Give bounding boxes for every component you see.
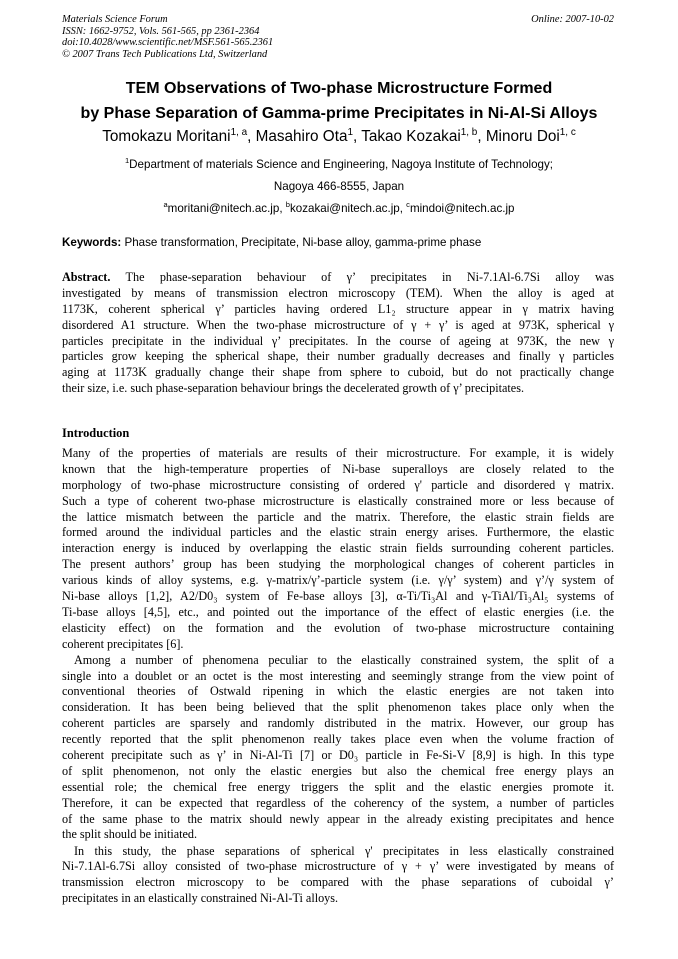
paragraph-line: interaction energy is induced by overlapping the elastic strain fields surrounding coherent particles. <box>62 541 614 556</box>
paragraph-line: essential role; the chemical free energy triggers the split and the elastic energies promote it. <box>62 779 614 794</box>
affiliation-line-2: Nagoya 466-8555, Japan <box>273 180 405 193</box>
paragraph-line: Therefore, it can be expected that regardless of the coherency of the system, a number of particles <box>62 795 614 810</box>
paragraph-line: known that the high-temperature properties of Ni-base superalloys are closely related to the <box>62 461 614 476</box>
title-line-2: by Phase Separation of Gamma-prime Precipitates in Ni-Al-Si Alloys <box>80 105 598 122</box>
paragraph-line: transmission electron microscopy to be compared with the phase separations of cuboidal γ’ <box>62 875 614 890</box>
introduction-paragraph-2 <box>62 653 614 844</box>
doi-line[interactable]: doi:10.4028/www.scientific.net/MSF.561-565.2361 <box>62 37 274 49</box>
paragraph-line: elasticity effect) on the formation and the evolution of two-phase microstructure containing <box>62 620 614 635</box>
abstract-label: Abstract. <box>62 270 111 284</box>
abstract <box>62 270 614 397</box>
paragraph-line: coherent precipitates [6]. <box>62 636 184 651</box>
journal-name: Materials Science Forum <box>62 14 168 25</box>
journal-header <box>62 14 422 60</box>
affil-mark: 1 <box>124 156 130 166</box>
abstract-line: aging at 1173K gradually change their shape from sphere to cuboid, but do not practically change <box>62 365 614 380</box>
paragraph-line: recently reported that the split phenomenon really takes place even when the volume fraction of <box>62 732 614 747</box>
abstract-line: investigated by means of transmission electron microscopy (TEM). When the alloy is aged at <box>62 285 614 300</box>
paragraph-line: of split phenomenon, not only the elastic energies but also the chemical free energy plays an <box>62 763 614 778</box>
abstract-first-text: The phase-separation behaviour of γ’ precipitates in Ni-7.1Al-6.7Si alloy was <box>110 270 614 284</box>
paragraph-line: of the same phase to the matrix should newly appear in the already existing precipitates and hence <box>62 811 614 826</box>
author-name: Takao Kozakai <box>361 128 461 145</box>
paragraph-line: Many of the properties of materials are results of their microstructure. For example, it is widely <box>62 446 614 460</box>
paragraph-line: the lattice mismatch between the particle and the matrix. Therefore, the elastic strain fields are <box>62 509 614 524</box>
abstract-line: particles precipitate in the individual γ’ precipitates. In the course of ageing at 973K, the new γ <box>62 333 614 348</box>
email-line <box>0 202 678 216</box>
abstract-line: particles grow keeping the spherical shape, their number gradually decreases and finally γ particles <box>62 349 614 364</box>
paragraph-line: formed around the individual particles and the elastic strain energy arises. Furthermore, the elastic <box>62 525 614 540</box>
paragraph-line: conventional theories of Ostwald ripening in which the elastic energies are not taken into <box>62 684 614 699</box>
author-affil-mark: 1, c <box>559 126 576 138</box>
paragraph-line: the split should be initiated. <box>62 827 198 842</box>
title-line-1: TEM Observations of Two-phase Microstructure Formed <box>125 80 553 97</box>
paragraph-line: precipitates in an elastically constrained Ni-Al-Ti alloys. <box>62 891 339 906</box>
email-address[interactable]: kozakai@nitech.ac.jp <box>289 202 400 215</box>
introduction-paragraph-3 <box>62 844 614 908</box>
author-affil-mark: 1, a <box>230 126 248 138</box>
online-date: Online: 2007-10-02 <box>531 14 614 25</box>
author-name: Masahiro Ota <box>255 128 348 145</box>
email-mark: b <box>285 200 290 210</box>
paragraph-line: coherent precipitate such as γ’ in Ni-Al-Ti [7] or D0₃ particle in Fe-Si-V [8,9] is high. In this type <box>62 748 614 763</box>
issn-line: ISSN: 1662-9752, Vols. 561-565, pp 2361-2364 <box>62 25 260 37</box>
paragraph-line: In this study, the phase separations of spherical γ' precipitates in less elastically constrained <box>74 843 614 858</box>
email-separator: , <box>279 202 286 215</box>
abstract-line <box>62 270 614 286</box>
paragraph-line: various kinds of alloy systems, e.g. γ-matrix/γ’-particle system (i.e. γ/γ’ system) and γ’/γ system of <box>62 573 614 588</box>
abstract-line: disordered A1 structure. When the two-phase microstructure of γ + γ’ is aged at 973K, spherical γ <box>62 317 614 332</box>
author-list: Tomokazu Moritani$^{1, a}$, Masahiro Ota$^1$, Takao Kozakai$^{1, b}$, Minoru Doi$^{1, c}$ <box>102 126 576 145</box>
paragraph-line: coherent particles are sparsely and randomly distributed in the matrix. However, our group has <box>62 716 614 731</box>
paragraph-line: The present authors’ group has been studying the morphological changes of coherent particles in <box>62 557 614 572</box>
email-address[interactable]: moritani@nitech.ac.jp <box>167 202 280 215</box>
paragraph-line: Ni-7.1Al-6.7Si alloy consisted of two-phase microstructure of γ + γ’ were investigated by means of <box>62 859 614 874</box>
affiliation-line-1 <box>0 158 678 172</box>
email-address[interactable]: mindoi@nitech.ac.jp <box>409 202 515 215</box>
paragraph-line: Ti-base alloys [4,5], etc., and pointed out the importance of the effect of elastic energies (i.e. the <box>62 604 614 619</box>
paragraph-line: Such a type of coherent two-phase microstructure is elastically constrained more or less because of <box>62 493 614 508</box>
email-mark: c <box>406 200 410 210</box>
keywords-text: Phase transformation, Precipitate, Ni-base alloy, gamma-prime phase <box>121 236 482 249</box>
paragraph-line: Ni-base alloys [1,2], A2/D0₃ system of Fe-base alloys [3], α-Ti/Ti₃Al and γ-TiAl/Ti₃Al₅ systems of <box>62 589 614 604</box>
paragraph-line: consideration. It has been being believed that the split phenomenon takes place only when the <box>62 700 614 715</box>
email-mark: a <box>163 200 168 210</box>
introduction-paragraph-1 <box>62 446 614 653</box>
author-name: Tomokazu Moritani <box>102 128 231 145</box>
affiliation-text: Department of materials Science and Engineering, Nagoya Institute of Technology; <box>129 158 554 171</box>
abstract-line: 1173K, coherent spherical γ’ particles having ordered L1₂ structure appear in γ matrix having <box>62 301 614 316</box>
copyright-line: © 2007 Trans Tech Publications Ltd, Switzerland <box>62 48 268 60</box>
paragraph-line: single into a doublet or an octet is the most interesting and seemingly strange from the view point of <box>62 668 614 683</box>
author-affil-mark: 1 <box>347 126 353 138</box>
paragraph-line: Among a number of phenomena peculiar to the elastically constrained system, the split of a <box>74 652 614 667</box>
paragraph-line: morphology of two-phase microstructure consisting of ordered γ' particle and disordered γ matrix. <box>62 477 614 492</box>
section-heading-introduction: Introduction <box>62 426 130 440</box>
author-affil-mark: 1, b <box>460 126 478 138</box>
keywords-label: Keywords: <box>62 236 122 249</box>
keywords <box>62 236 618 250</box>
abstract-line: their size, i.e. such phase-separation behaviour brings the decelerated growth of γ’ precipitates. <box>62 381 525 396</box>
email-separator: , <box>399 202 407 215</box>
author-name: Minoru Doi <box>485 128 560 145</box>
